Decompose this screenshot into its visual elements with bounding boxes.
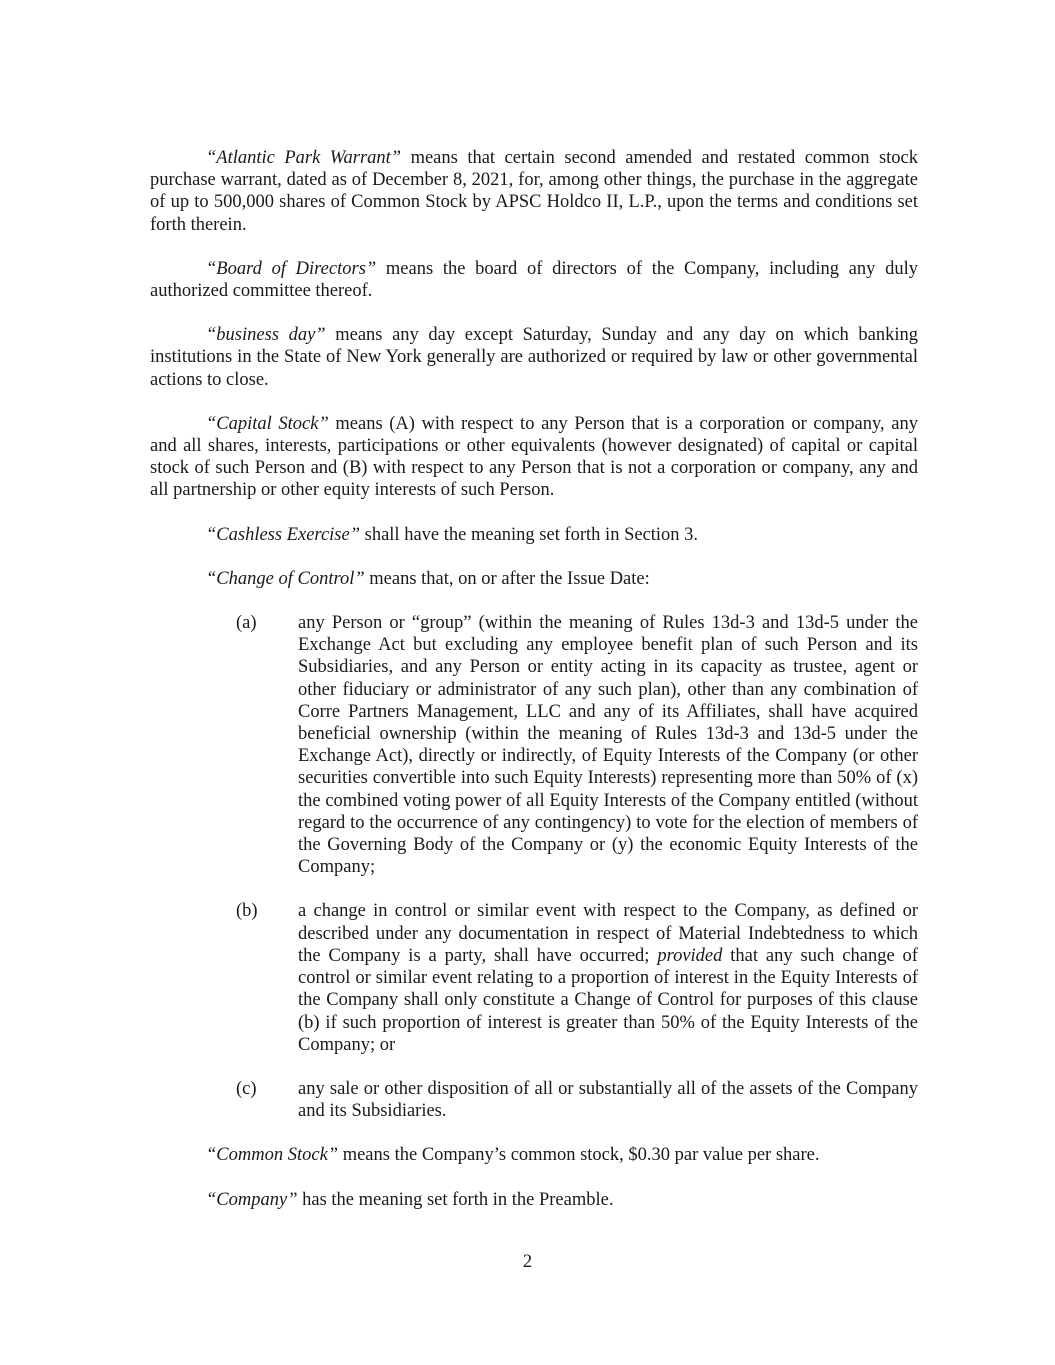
clause-text-after: that any such change of control or similar event relating to a proportion of interest in the Equity Interests of the Company shall only constitute a Change of Control for purposes of this clause (b) if such proportion of interest is greater than 50% of the Equity Interests of the Company; or <box>298 945 918 1055</box>
definition-text: means the Company’s common stock, $0.30 par value per share. <box>338 1145 820 1166</box>
definition-text: means the board of directors of the Company, including any duly authorized committee thereof. <box>150 258 918 302</box>
definition-board-of-directors <box>150 258 918 302</box>
clause-label: (c) <box>236 1078 257 1099</box>
definition-cashless-exercise <box>150 524 918 546</box>
definition-text: means any day except Saturday, Sunday and any day on which banking institutions in the State of New York generally are authorized or required by law or other governmental actions to close. <box>150 325 918 390</box>
defined-term: “Capital Stock” <box>206 413 329 434</box>
definition-text: means (A) with respect to any Person that is a corporation or company, any and all shares, interests, participations or other equivalents (however designated) of capital or capital stock of such Person and (B) with respect to any Person that is not a corporation or company, any and all partnership or other equity interests of such Person. <box>150 413 918 501</box>
clause-label: (a) <box>236 613 257 634</box>
clause-emphasis: provided <box>657 945 723 966</box>
page-number: 2 <box>522 1252 533 1272</box>
defined-term: “Cashless Exercise” <box>206 524 360 545</box>
defined-term: “business day” <box>206 325 326 346</box>
definition-capital-stock <box>150 413 918 502</box>
clause-text: any sale or other disposition of all or substantially all of the assets of the Company and its Subsidiaries. <box>298 1078 918 1122</box>
clause-text <box>298 900 918 1055</box>
clause-label: (b) <box>236 901 258 922</box>
definition-text: means that, on or after the Issue Date: <box>364 568 650 589</box>
defined-term: “Common Stock” <box>206 1145 339 1166</box>
clause-text: any Person or “group” (within the meaning of Rules 13d-3 and 13d-5 under the Exchange Act but excluding any employee benefit plan of such Person and its Subsidiaries, and any Person or entity acting in its capacity as trustee, agent or other fiduciary or administrator of any such plan), other than any combination of Corre Partners Management, LLC and any of its Affiliates, shall have acquired beneficial ownership (within the meaning of Rules 13d-3 and 13d-5 under the Exchange Act), directly or indirectly, of Equity Interests of the Company (or other securities convertible into such Equity Interests) representing more than 50% of (x) the combined voting power of all Equity Interests of the Company entitled (without regard to the occurrence of any contingency) to vote for the election of members of the Governing Body of the Company or (y) the economic Equity Interests of the Company; <box>298 613 918 878</box>
clause-text-before: a change in control or similar event with respect to the Company, as defined or described under any documentation in respect of Material Indebtedness to which the Company is a party, shall have occurred; <box>298 901 918 966</box>
defined-term: “Board of Directors” <box>206 258 377 279</box>
definition-business-day <box>150 324 918 391</box>
change-of-control-clauses <box>150 612 918 1122</box>
clause-b <box>150 900 918 1055</box>
definition-text: has the meaning set forth in the Preamble. <box>297 1189 614 1210</box>
definition-text: means that certain second amended and restated common stock purchase warrant, dated as of December 8, 2021, for, among other things, the purchase in the aggregate of up to 500,000 shares of Common Stock by APSC Holdco II, L.P., upon the terms and conditions set forth therein. <box>150 148 918 235</box>
defined-term: “Company” <box>206 1189 298 1210</box>
document-body <box>150 147 918 1233</box>
defined-term: “Atlantic Park Warrant” <box>206 148 402 168</box>
definition-change-of-control <box>150 568 918 590</box>
definition-common-stock <box>150 1144 918 1166</box>
definition-company <box>150 1189 918 1211</box>
definition-atlantic-park-warrant <box>150 147 918 236</box>
clause-a <box>150 612 918 878</box>
clause-c <box>150 1078 918 1122</box>
defined-term: “Change of Control” <box>206 568 365 589</box>
definition-text: shall have the meaning set forth in Section 3. <box>360 524 699 545</box>
